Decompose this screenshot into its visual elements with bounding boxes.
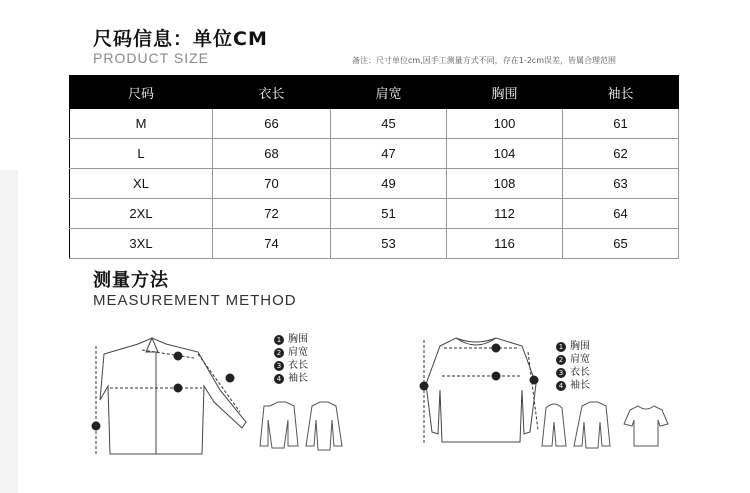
- table-cell: 51: [331, 199, 447, 229]
- legend-number: 2: [556, 355, 566, 365]
- marker-1: [492, 372, 501, 381]
- table-cell: 74: [213, 229, 331, 259]
- table-cell: 65: [563, 229, 679, 259]
- jacket-icons-left: [258, 400, 346, 456]
- legend-label: 袖长: [288, 372, 308, 384]
- table-row: [70, 229, 679, 259]
- legend-number: 3: [274, 361, 284, 371]
- legend-label: 衣长: [288, 359, 308, 371]
- table-cell: 72: [213, 199, 331, 229]
- legend-label: 胸围: [570, 340, 590, 352]
- legend-label: 肩宽: [288, 346, 308, 358]
- table-cell: 53: [331, 229, 447, 259]
- table-cell: 70: [213, 169, 331, 199]
- measurement-method-title: 测量方法: [93, 270, 169, 291]
- legend-number: 4: [274, 374, 284, 384]
- sweater-measurement-illustration: [418, 330, 548, 460]
- legend-number: 3: [556, 368, 566, 378]
- shirt-measurement-illustration: [86, 330, 272, 480]
- table-cell: L: [70, 139, 213, 169]
- marker-2: [492, 344, 501, 353]
- marker-2: [174, 352, 183, 361]
- legend-label: 胸围: [288, 333, 308, 345]
- table-row: [70, 109, 679, 139]
- legend-number: 1: [274, 335, 284, 345]
- table-cell: 108: [447, 169, 563, 199]
- table-cell: 45: [331, 109, 447, 139]
- table-cell: XL: [70, 169, 213, 199]
- size-table: [69, 75, 679, 259]
- size-info-title: 尺码信息：单位CM: [93, 28, 268, 50]
- table-cell: 68: [213, 139, 331, 169]
- legend-label: 袖长: [570, 379, 590, 391]
- column-header: 胸围: [447, 76, 563, 109]
- marker-3: [420, 382, 429, 391]
- measurement-note: 备注：尺寸单位cm,因手工测量方式不同，存在1-2cm误差，皆属合理范围: [352, 56, 616, 65]
- legend-number: 1: [556, 342, 566, 352]
- table-row: [70, 199, 679, 229]
- table-cell: 64: [563, 199, 679, 229]
- sweater-icons-right: [540, 400, 670, 456]
- legend-number: 2: [274, 348, 284, 358]
- product-size-subtitle: PRODUCT SIZE: [93, 50, 209, 66]
- table-cell: 116: [447, 229, 563, 259]
- left-edge-strip: [0, 170, 18, 493]
- legend-right: [556, 340, 590, 392]
- table-cell: 63: [563, 169, 679, 199]
- table-cell: M: [70, 109, 213, 139]
- table-cell: 66: [213, 109, 331, 139]
- table-cell: 3XL: [70, 229, 213, 259]
- marker-3: [92, 422, 101, 431]
- column-header: 衣长: [213, 76, 331, 109]
- table-cell: 104: [447, 139, 563, 169]
- table-row: [70, 139, 679, 169]
- legend-label: 肩宽: [570, 353, 590, 365]
- marker-4: [530, 376, 539, 385]
- column-header: 肩宽: [331, 76, 447, 109]
- legend-label: 衣长: [570, 366, 590, 378]
- table-cell: 100: [447, 109, 563, 139]
- table-cell: 62: [563, 139, 679, 169]
- table-cell: 49: [331, 169, 447, 199]
- table-cell: 112: [447, 199, 563, 229]
- table-cell: 2XL: [70, 199, 213, 229]
- marker-1: [174, 384, 183, 393]
- legend-left: [274, 333, 308, 385]
- measurement-method-subtitle: MEASUREMENT METHOD: [93, 292, 297, 309]
- column-header: 袖长: [563, 76, 679, 109]
- marker-4: [226, 374, 235, 383]
- size-table-header: [70, 76, 679, 109]
- column-header: 尺码: [70, 76, 213, 109]
- table-row: [70, 169, 679, 199]
- table-cell: 47: [331, 139, 447, 169]
- table-cell: 61: [563, 109, 679, 139]
- legend-number: 4: [556, 381, 566, 391]
